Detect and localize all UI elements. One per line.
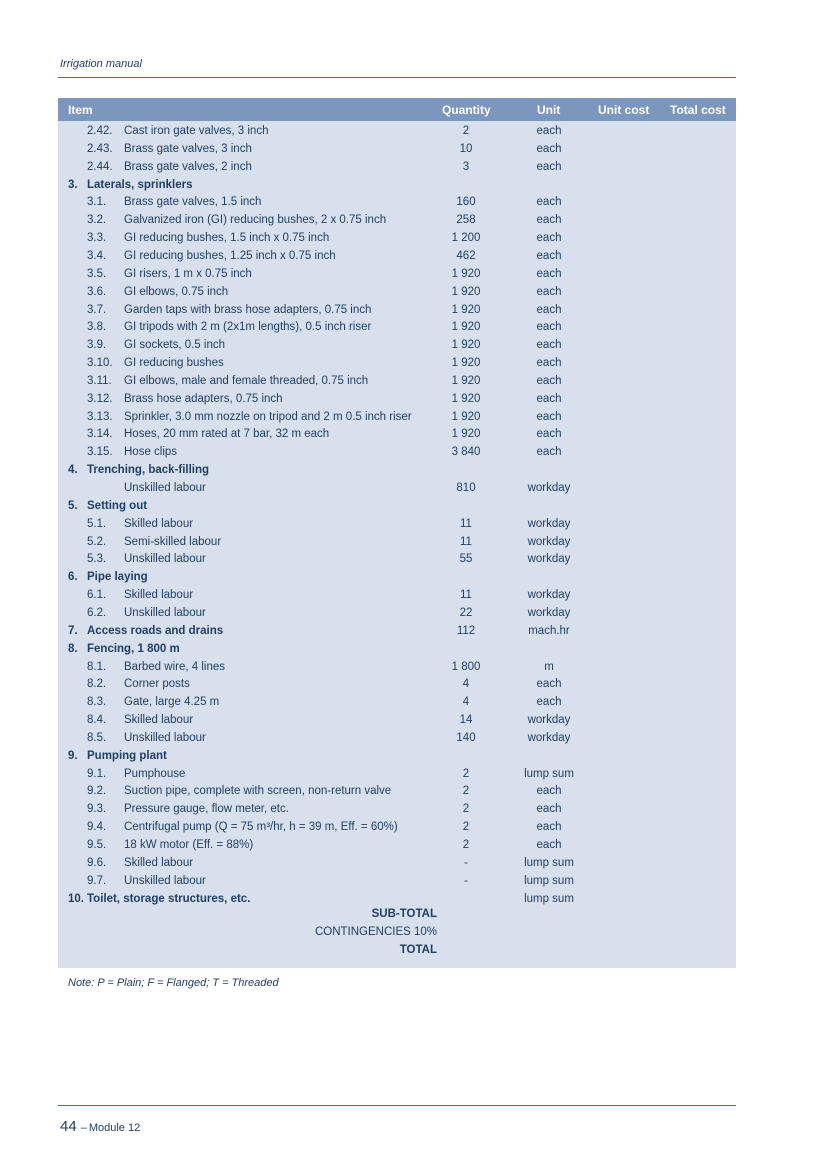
item-number: 8.1. — [87, 660, 107, 673]
item-quantity: - — [464, 874, 468, 887]
item-description: Brass hose adapters, 0.75 inch — [124, 392, 283, 405]
item-number: 2.42. — [87, 125, 113, 137]
item-number: 9.5. — [87, 839, 107, 851]
item-quantity: 1 920 — [451, 410, 481, 423]
running-header: Irrigation manual — [60, 58, 142, 70]
item-number: 3.11. — [87, 374, 112, 387]
item-number: 9.6. — [87, 856, 107, 869]
item-quantity: 1 920 — [451, 303, 481, 316]
item-description: Fencing, 1 800 m — [87, 642, 180, 655]
item-number: 8. — [68, 642, 78, 655]
item-unit: each — [536, 249, 562, 262]
item-quantity: 462 — [456, 249, 476, 262]
item-quantity: 2 — [462, 821, 470, 834]
table-row — [58, 355, 736, 373]
total-row — [58, 942, 736, 960]
item-number: 3.2. — [87, 214, 107, 227]
item-unit: workday — [527, 517, 571, 530]
item-quantity: 55 — [459, 553, 473, 566]
item-number: 3.8. — [87, 321, 107, 334]
col-unit: Unit — [537, 103, 561, 117]
item-unit: lump sum — [524, 767, 574, 780]
item-number: 9.2. — [87, 785, 107, 798]
item-quantity: 160 — [456, 196, 476, 209]
item-description: Setting out — [87, 499, 148, 512]
footer-dash: – — [80, 1122, 87, 1134]
item-number: 2.44. — [87, 160, 113, 173]
item-quantity: 1 920 — [451, 428, 481, 441]
item-number: 9.3. — [87, 803, 107, 816]
section-row — [58, 623, 736, 641]
table-row — [58, 141, 736, 159]
item-number: 3.5. — [87, 267, 107, 280]
subtotal-label: SUB-TOTAL — [371, 908, 437, 920]
item-description: Unskilled labour — [124, 553, 206, 566]
item-description: GI reducing bushes, 1.25 inch x 0.75 inch — [124, 249, 336, 262]
section-row — [58, 748, 736, 766]
item-quantity: 258 — [456, 214, 476, 227]
item-quantity: 1 920 — [451, 374, 481, 387]
item-number: 5. — [68, 499, 78, 512]
item-quantity: 2 — [462, 785, 470, 798]
table-row — [58, 819, 736, 837]
item-number: 9.4. — [87, 821, 107, 834]
item-number: 5.1. — [87, 517, 107, 530]
table-row — [58, 194, 736, 212]
page-number: 44 — [60, 1118, 77, 1135]
table-row — [58, 534, 736, 552]
item-unit: each — [536, 142, 562, 155]
item-description: Unskilled labour — [124, 731, 206, 744]
table-row — [58, 319, 736, 337]
item-description: Access roads and drains — [87, 624, 224, 637]
item-unit: each — [536, 357, 562, 370]
item-number: 8.3. — [87, 696, 107, 709]
table-row — [58, 551, 736, 569]
item-description: Brass gate valves, 3 inch — [124, 142, 252, 155]
table-row — [58, 659, 736, 677]
item-unit: each — [536, 321, 562, 334]
item-quantity: 1 920 — [451, 285, 481, 298]
item-description: Pumphouse — [124, 767, 186, 780]
item-description: GI tripods with 2 m (2x1m lengths), 0.5 inch riser — [124, 321, 372, 334]
table-row — [58, 212, 736, 230]
item-description: Skilled labour — [124, 714, 194, 727]
item-unit: each — [536, 839, 562, 851]
table-row — [58, 159, 736, 177]
item-quantity: 2 — [462, 767, 470, 780]
item-description: GI reducing bushes, 1.5 inch x 0.75 inch — [124, 232, 330, 245]
table-row — [58, 123, 736, 141]
table-row — [58, 516, 736, 534]
table-row — [58, 480, 736, 498]
item-number: 9.1. — [87, 767, 107, 780]
item-unit: each — [536, 125, 562, 137]
item-description: Skilled labour — [124, 589, 194, 602]
total-label: TOTAL — [399, 944, 437, 956]
item-unit: lump sum — [524, 874, 574, 887]
item-description: Hoses, 20 mm rated at 7 bar, 32 m each — [124, 428, 330, 441]
section-row — [58, 569, 736, 587]
item-number: 8.4. — [87, 714, 107, 727]
item-unit: each — [536, 803, 562, 816]
item-number: 3.3. — [87, 232, 107, 245]
item-quantity: 4 — [462, 696, 470, 709]
item-quantity: 14 — [459, 714, 473, 727]
item-unit: each — [536, 267, 562, 280]
item-quantity: 1 920 — [451, 339, 481, 352]
col-total-cost: Total cost — [670, 103, 726, 117]
table-row — [58, 230, 736, 248]
table-row — [58, 730, 736, 748]
item-unit: workday — [527, 589, 571, 602]
item-unit: each — [536, 374, 562, 387]
cost-table — [58, 98, 736, 968]
item-quantity: 1 920 — [451, 392, 481, 405]
contingencies-label: CONTINGENCIES 10% — [314, 926, 437, 938]
item-description: Laterals, sprinklers — [87, 178, 193, 191]
item-number: 9. — [68, 749, 78, 762]
table-row — [58, 373, 736, 391]
item-description: GI elbows, 0.75 inch — [124, 285, 229, 298]
item-unit: each — [536, 196, 562, 209]
item-description: Pipe laying — [87, 571, 148, 584]
table-row — [58, 855, 736, 873]
item-description: 18 kW motor (Eff. = 88%) — [124, 839, 254, 851]
item-quantity: 10 — [459, 142, 473, 155]
module-label: Module 12 — [88, 1122, 141, 1134]
section-row — [58, 177, 736, 195]
item-description: Unskilled labour — [124, 874, 206, 887]
item-number: 10. — [68, 892, 84, 905]
header-rule — [58, 77, 736, 78]
table-row — [58, 391, 736, 409]
item-number: 3.12. — [87, 392, 113, 405]
item-description: Garden taps with brass hose adapters, 0.75 inch — [124, 303, 372, 316]
item-number: 6.2. — [87, 606, 107, 619]
item-description: Corner posts — [124, 678, 190, 691]
item-unit: each — [536, 678, 562, 691]
item-number: 3. — [68, 178, 78, 191]
item-description: Brass gate valves, 1.5 inch — [124, 196, 262, 209]
table-row — [58, 712, 736, 730]
table-row — [58, 284, 736, 302]
item-unit: each — [536, 285, 562, 298]
item-number: 3.1. — [87, 196, 107, 209]
item-unit: each — [536, 392, 562, 405]
item-quantity: 1 920 — [451, 267, 481, 280]
item-quantity: 140 — [456, 731, 476, 744]
item-quantity: 112 — [456, 624, 476, 637]
item-quantity: 810 — [456, 482, 476, 494]
item-unit: workday — [527, 606, 571, 619]
item-quantity: 22 — [459, 606, 473, 619]
item-number: 3.13. — [87, 410, 113, 423]
item-unit: each — [536, 785, 562, 798]
item-unit: m — [544, 660, 554, 673]
item-number: 8.5. — [87, 731, 107, 744]
col-unit-cost: Unit cost — [598, 103, 650, 117]
item-description: Brass gate valves, 2 inch — [124, 160, 252, 173]
item-quantity: 3 — [462, 160, 470, 173]
item-number: 3.7. — [87, 303, 107, 316]
item-description: Unskilled labour — [124, 482, 206, 494]
item-quantity: 2 — [462, 803, 470, 816]
item-quantity: 1 920 — [451, 321, 481, 334]
item-description: Skilled labour — [124, 856, 194, 869]
item-description: Pressure gauge, flow meter, etc. — [124, 803, 289, 816]
item-description: Pumping plant — [87, 749, 167, 762]
item-number: 6. — [68, 571, 78, 584]
table-row — [58, 266, 736, 284]
item-number: 9.7. — [87, 874, 107, 887]
table-row — [58, 302, 736, 320]
item-quantity: 11 — [460, 535, 472, 548]
item-quantity: 3 840 — [451, 446, 481, 459]
item-unit: mach.hr — [528, 624, 570, 637]
item-quantity: 4 — [462, 678, 470, 691]
item-quantity: 1 800 — [451, 660, 481, 673]
table-note: Note: P = Plain; F = Flanged; T = Threaded — [68, 977, 279, 989]
item-description: Centrifugal pump (Q = 75 m³/hr, h = 39 m, Eff. = 60%) — [124, 821, 398, 834]
subtotal-row — [58, 906, 736, 924]
item-unit: workday — [527, 731, 571, 744]
item-description: GI sockets, 0.5 inch — [124, 339, 225, 352]
section-row — [58, 641, 736, 659]
item-unit: each — [536, 303, 562, 316]
item-number: 3.14. — [87, 428, 113, 441]
item-quantity: 1 200 — [451, 232, 481, 245]
item-description: Sprinkler, 3.0 mm nozzle on tripod and 2 m 0.5 inch riser — [124, 410, 412, 423]
item-description: Cast iron gate valves, 3 inch — [124, 125, 269, 137]
item-description: Unskilled labour — [124, 606, 206, 619]
item-number: 8.2. — [87, 678, 107, 691]
item-quantity: 2 — [462, 125, 470, 137]
item-number: 5.2. — [87, 535, 107, 548]
item-unit: each — [536, 214, 562, 227]
table-row — [58, 801, 736, 819]
item-description: Barbed wire, 4 lines — [124, 660, 225, 673]
item-number: 2.43. — [87, 142, 113, 155]
item-description: Toilet, storage structures, etc. — [87, 892, 251, 905]
item-unit: each — [536, 446, 562, 459]
section-row — [58, 462, 736, 480]
table-row — [58, 426, 736, 444]
footer-rule — [58, 1105, 736, 1106]
item-number: 3.9. — [87, 339, 107, 352]
contingencies-row — [58, 924, 736, 942]
item-unit: each — [536, 428, 562, 441]
item-unit: each — [536, 696, 562, 709]
item-unit: each — [536, 821, 562, 834]
item-description: Suction pipe, complete with screen, non-return valve — [124, 785, 392, 798]
item-number: 3.6. — [87, 285, 107, 298]
table-row — [58, 444, 736, 462]
item-number: 5.3. — [87, 553, 107, 566]
table-row — [58, 605, 736, 623]
table-row — [58, 873, 736, 891]
item-number: 7. — [68, 624, 78, 637]
item-description: GI risers, 1 m x 0.75 inch — [124, 267, 252, 280]
item-unit: lump sum — [524, 892, 574, 905]
section-row — [58, 498, 736, 516]
table-row — [58, 337, 736, 355]
item-description: Skilled labour — [124, 517, 194, 530]
table-row — [58, 694, 736, 712]
item-unit: each — [536, 160, 562, 173]
item-number: 6.1. — [87, 589, 107, 602]
item-description: Trenching, back-filling — [87, 464, 210, 477]
col-item: Item — [68, 103, 93, 117]
item-unit: each — [536, 339, 562, 352]
col-quantity: Quantity — [442, 103, 491, 117]
item-quantity: 2 — [462, 839, 470, 851]
item-unit: workday — [527, 553, 571, 566]
item-unit: workday — [527, 535, 571, 548]
item-description: GI elbows, male and female threaded, 0.75 inch — [124, 374, 369, 387]
item-description: Gate, large 4.25 m — [124, 696, 220, 709]
item-quantity: 1 920 — [451, 357, 481, 370]
item-unit: workday — [527, 482, 571, 494]
item-number: 3.15. — [87, 446, 113, 459]
item-quantity: 11 — [460, 589, 472, 602]
item-unit: each — [536, 410, 562, 423]
item-description: Hose clips — [124, 446, 178, 459]
item-description: Semi-skilled labour — [124, 535, 222, 548]
table-row — [58, 837, 736, 855]
table-row — [58, 766, 736, 784]
page-footer — [60, 1118, 140, 1136]
item-description: GI reducing bushes — [124, 357, 224, 370]
table-row — [58, 409, 736, 427]
item-number: 4. — [68, 464, 78, 477]
item-number: 3.10. — [87, 357, 113, 370]
item-number: 3.4. — [87, 249, 107, 262]
item-quantity: - — [464, 856, 468, 869]
item-quantity: 11 — [460, 517, 472, 530]
item-unit: workday — [527, 714, 571, 727]
item-description: Galvanized iron (GI) reducing bushes, 2 x 0.75 inch — [124, 214, 387, 227]
item-unit: lump sum — [524, 856, 574, 869]
table-row — [58, 783, 736, 801]
table-row — [58, 248, 736, 266]
table-row — [58, 587, 736, 605]
table-header — [58, 98, 736, 121]
table-row — [58, 676, 736, 694]
item-unit: each — [536, 232, 562, 245]
